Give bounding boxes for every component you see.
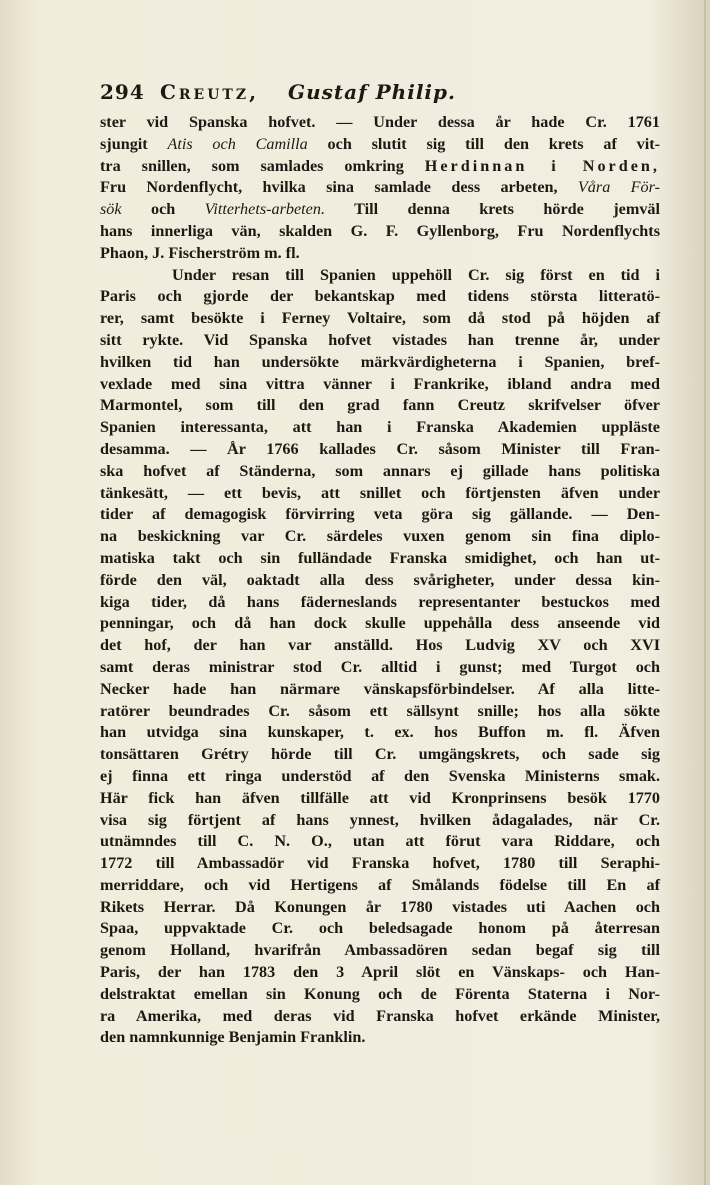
text-line: förde den väl, oaktadt alla dess svårigheter, under dessa kin-: [100, 570, 660, 589]
text-line: Rikets Herrar. Då Konungen år 1780 vistades uti Aachen och: [100, 897, 660, 916]
running-name: Gustaf Philip.: [288, 80, 456, 104]
text-line: tra snillen, som samlades omkring Herdinnan i Norden,: [100, 156, 660, 175]
text-line: tider af demagogisk förvirring veta göra sig gällande. — Den-: [100, 505, 660, 524]
text-line: Marmontel, som till den grad fann Creutz skrifvelser öfver: [100, 396, 660, 415]
text-line: samt deras ministrar stod Cr. alltid i gunst; med Turgot och: [100, 657, 660, 676]
body-text: [100, 112, 660, 1049]
text-line: hans innerliga vän, skalden G. F. Gyllenborg, Fru Nordenflychts: [100, 221, 660, 240]
text-line: Här fick han äfven tillfälle att vid Kronprinsens besök 1770: [100, 788, 660, 807]
text-line: sök och Vitterhets-arbeten. Till denna krets hörde jemväl: [100, 200, 660, 219]
text-line: ratörer beundrades Cr. såsom ett sällsynt snille; hos alla sökte: [100, 701, 660, 720]
text-line: sitt rykte. Vid Spanska hofvet vistades han trenne år, under: [100, 330, 660, 349]
text-line: Spaa, uppvaktade Cr. och beledsagade honom på återresan: [100, 919, 660, 938]
text-line: Paris och gjorde der bekantskap med tidens största litteratö-: [100, 287, 660, 306]
text-line: 1772 till Ambassadör vid Franska hofvet, 1780 till Seraphi-: [100, 854, 660, 873]
running-author: Creutz,: [160, 80, 260, 104]
text-line: vexlade med sina vittra vänner i Frankrike, ibland andra med: [100, 374, 660, 393]
paragraph-start: Under resan till Spanien uppehöll Cr. sig först en tid i: [172, 265, 660, 284]
text-line: desamma. — År 1766 kallades Cr. såsom Minister till Fran-: [100, 439, 660, 458]
text-line: kiga tider, då hans fäderneslands representanter bestuckos med: [100, 592, 660, 611]
text-line: Fru Nordenflycht, hvilka sina samlade dess arbeten, Våra För-: [100, 178, 660, 197]
text-line: han utvidga sina kunskaper, t. ex. hos Buffon m. fl. Äfven: [100, 723, 660, 742]
page-edge: [704, 0, 706, 1185]
text-line: merriddare, och vid Hertigens af Smålands födelse till En af: [100, 875, 660, 894]
text-line: matiska takt och sin fulländade Franska smidighet, och han ut-: [100, 548, 660, 567]
text-line: ster vid Spanska hofvet. — Under dessa år hade Cr. 1761: [100, 113, 660, 131]
text-line: Spanien interessanta, att han i Franska Akademien uppläste: [100, 418, 660, 437]
text-line: den namnkunnige Benjamin Franklin.: [100, 1028, 366, 1047]
text-line: sjungit Atis och Camilla och slutit sig till den krets af vit-: [100, 134, 660, 153]
text-line: ra Amerika, med deras vid Franska hofvet erkände Minister,: [100, 1006, 660, 1025]
running-header: [100, 80, 660, 110]
text-line: hvilken tid han undersökte märkvärdigheterna i Spanien, bref-: [100, 352, 660, 371]
text-line: ej finna ett ringa understöd af den Svenska Ministerns smak.: [100, 766, 660, 785]
text-line: tänkesätt, — ett bevis, att snillet och förtjensten äfven under: [100, 483, 660, 502]
text-line: ska hofvet af Ständerna, som annars ej gillade hans politiska: [100, 461, 660, 480]
text-line: delstraktat emellan sin Konung och de Förenta Staterna i Nor-: [100, 984, 660, 1003]
text-line: rer, samt besökte i Ferney Voltaire, som då stod på höjden af: [100, 309, 660, 328]
work-title: sök: [100, 200, 122, 219]
text-line: utnämndes till C. N. O., utan att förut vara Riddare, och: [100, 832, 660, 851]
text-line: Phaon, J. Fischerström m. fl.: [100, 243, 300, 262]
page-number: 294: [100, 80, 145, 104]
work-title: Vitterhets-arbeten.: [204, 200, 326, 219]
text-line: genom Holland, hvarifrån Ambassadören sedan begaf sig till: [100, 941, 660, 960]
text-line: visa sig förtjent af hans ynnest, hvilken ådagalades, när Cr.: [100, 810, 660, 829]
text-line: Necker hade han närmare vänskapsförbindelser. Af alla litte-: [100, 679, 660, 698]
text-line: tonsättaren Grétry hörde till Cr. umgängskrets, och sade sig: [100, 745, 660, 764]
work-title: Atis och Camilla: [167, 134, 308, 153]
text-line: na beskickning var Cr. särdeles vuxen genom sin fina diplo-: [100, 527, 660, 546]
work-title: Våra För-: [577, 178, 660, 197]
text-line: Paris, der han 1783 den 3 April slöt en Vänskaps- och Han-: [100, 963, 660, 982]
spaced-name: Herdinnan i Norden,: [424, 156, 660, 175]
text-line: penningar, och då han dock skulle uppehålla dess anseende vid: [100, 614, 660, 633]
text-line: det hof, der han var anställd. Hos Ludvig XV och XVI: [100, 636, 660, 655]
